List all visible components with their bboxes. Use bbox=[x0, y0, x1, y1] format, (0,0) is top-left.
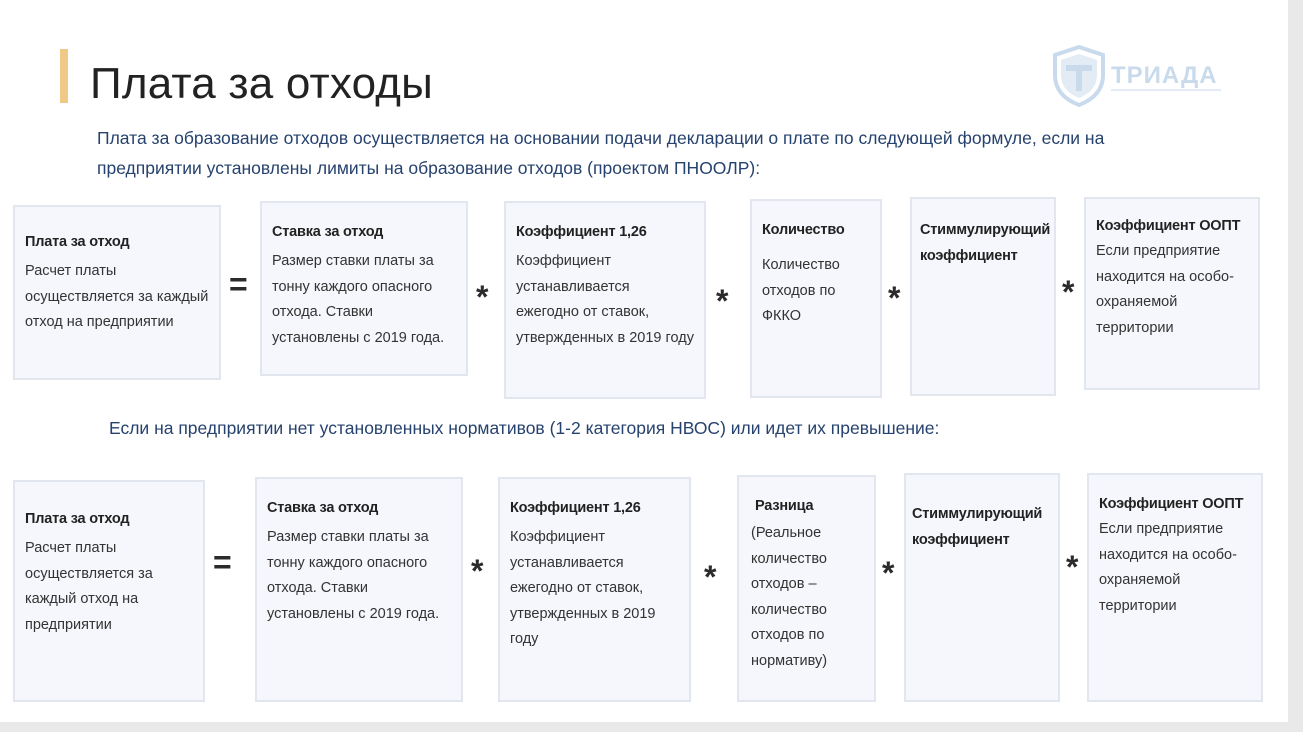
box-title: Разница bbox=[755, 498, 814, 514]
multiply-operator: * bbox=[882, 555, 895, 591]
box-title: Плата за отход bbox=[25, 511, 130, 527]
box-title: Стиммулирующий коэффициент bbox=[912, 506, 1043, 548]
logo-text: ТРИАДА bbox=[1111, 62, 1218, 89]
formula2-box-rate bbox=[255, 477, 463, 702]
box-text: Расчет платы осуществляется за каждый отход на предприятии bbox=[25, 263, 209, 330]
multiply-operator: * bbox=[476, 279, 489, 315]
multiply-operator: * bbox=[704, 559, 717, 595]
formula2-box-oopt bbox=[1087, 473, 1263, 702]
box-title: Коэффициент ООПТ bbox=[1099, 496, 1244, 512]
formula1-box-stimulating bbox=[910, 197, 1056, 396]
multiply-operator: * bbox=[1062, 274, 1075, 310]
box-text: Если предприятие находится на особо-охраняемой территории bbox=[1096, 243, 1234, 336]
box-text: Коэффициент устанавливается ежегодно от ставок, утвержденных в 2019 году bbox=[510, 529, 656, 647]
formula1-box-coefficient bbox=[504, 201, 706, 399]
title-accent-bar bbox=[60, 49, 68, 103]
formula2-box-coefficient bbox=[498, 477, 691, 702]
box-title: Коэффициент 1,26 bbox=[516, 224, 647, 240]
box-title: Плата за отход bbox=[25, 234, 130, 250]
formula2-box-difference bbox=[737, 475, 876, 702]
formula1-box-rate bbox=[260, 201, 468, 376]
equals-operator: = bbox=[229, 266, 248, 302]
box-text: Размер ставки платы за тонну каждого опасного отхода. Ставки установлены с 2019 года. bbox=[272, 253, 445, 346]
company-logo bbox=[1052, 45, 1222, 107]
multiply-operator: * bbox=[888, 280, 901, 316]
formula2-box-payment bbox=[13, 480, 205, 702]
equals-operator: = bbox=[213, 544, 232, 580]
formula2-box-stimulating bbox=[904, 473, 1060, 702]
box-title: Коэффициент ООПТ bbox=[1096, 218, 1241, 234]
multiply-operator: * bbox=[471, 553, 484, 589]
intro-text: Плата за образование отходов осуществляется на основании подачи декларации о плате по следующей формуле, если на предприятии установлены лимиты на образование отходов (проектом ПНООЛР): bbox=[97, 128, 1105, 178]
box-text: Размер ставки платы за тонну каждого опасного отхода. Ставки установлены с 2019 года. bbox=[267, 529, 440, 622]
box-text: Если предприятие находится на особо-охраняемой территории bbox=[1099, 521, 1237, 614]
box-title: Количество bbox=[762, 222, 845, 238]
intro-text-2: Если на предприятии нет установленных нормативов (1-2 категория НВОС) или идет их превышение: bbox=[109, 418, 940, 438]
box-text: Расчет платы осуществляется за каждый отход на предприятии bbox=[25, 540, 153, 633]
multiply-operator: * bbox=[716, 283, 729, 319]
formula1-box-payment bbox=[13, 205, 221, 380]
multiply-operator: * bbox=[1066, 549, 1079, 585]
box-text: Коэффициент устанавливается ежегодно от ставок, утвержденных в 2019 году bbox=[516, 253, 694, 346]
box-text: Количество отходов по ФККО bbox=[762, 257, 840, 324]
logo-underline bbox=[1111, 89, 1221, 91]
shield-t-icon bbox=[1052, 45, 1106, 107]
box-title: Ставка за отход bbox=[272, 224, 384, 240]
box-title: Коэффициент 1,26 bbox=[510, 500, 641, 516]
page-title: Плата за отходы bbox=[90, 59, 433, 108]
box-text: (Реальное количество отходов – количество отходов по нормативу) bbox=[751, 525, 828, 669]
formula1-box-quantity bbox=[750, 199, 882, 398]
box-title: Ставка за отход bbox=[267, 500, 379, 516]
box-title: Стиммулирующий коэффициент bbox=[920, 222, 1051, 264]
formula1-box-oopt bbox=[1084, 197, 1260, 390]
